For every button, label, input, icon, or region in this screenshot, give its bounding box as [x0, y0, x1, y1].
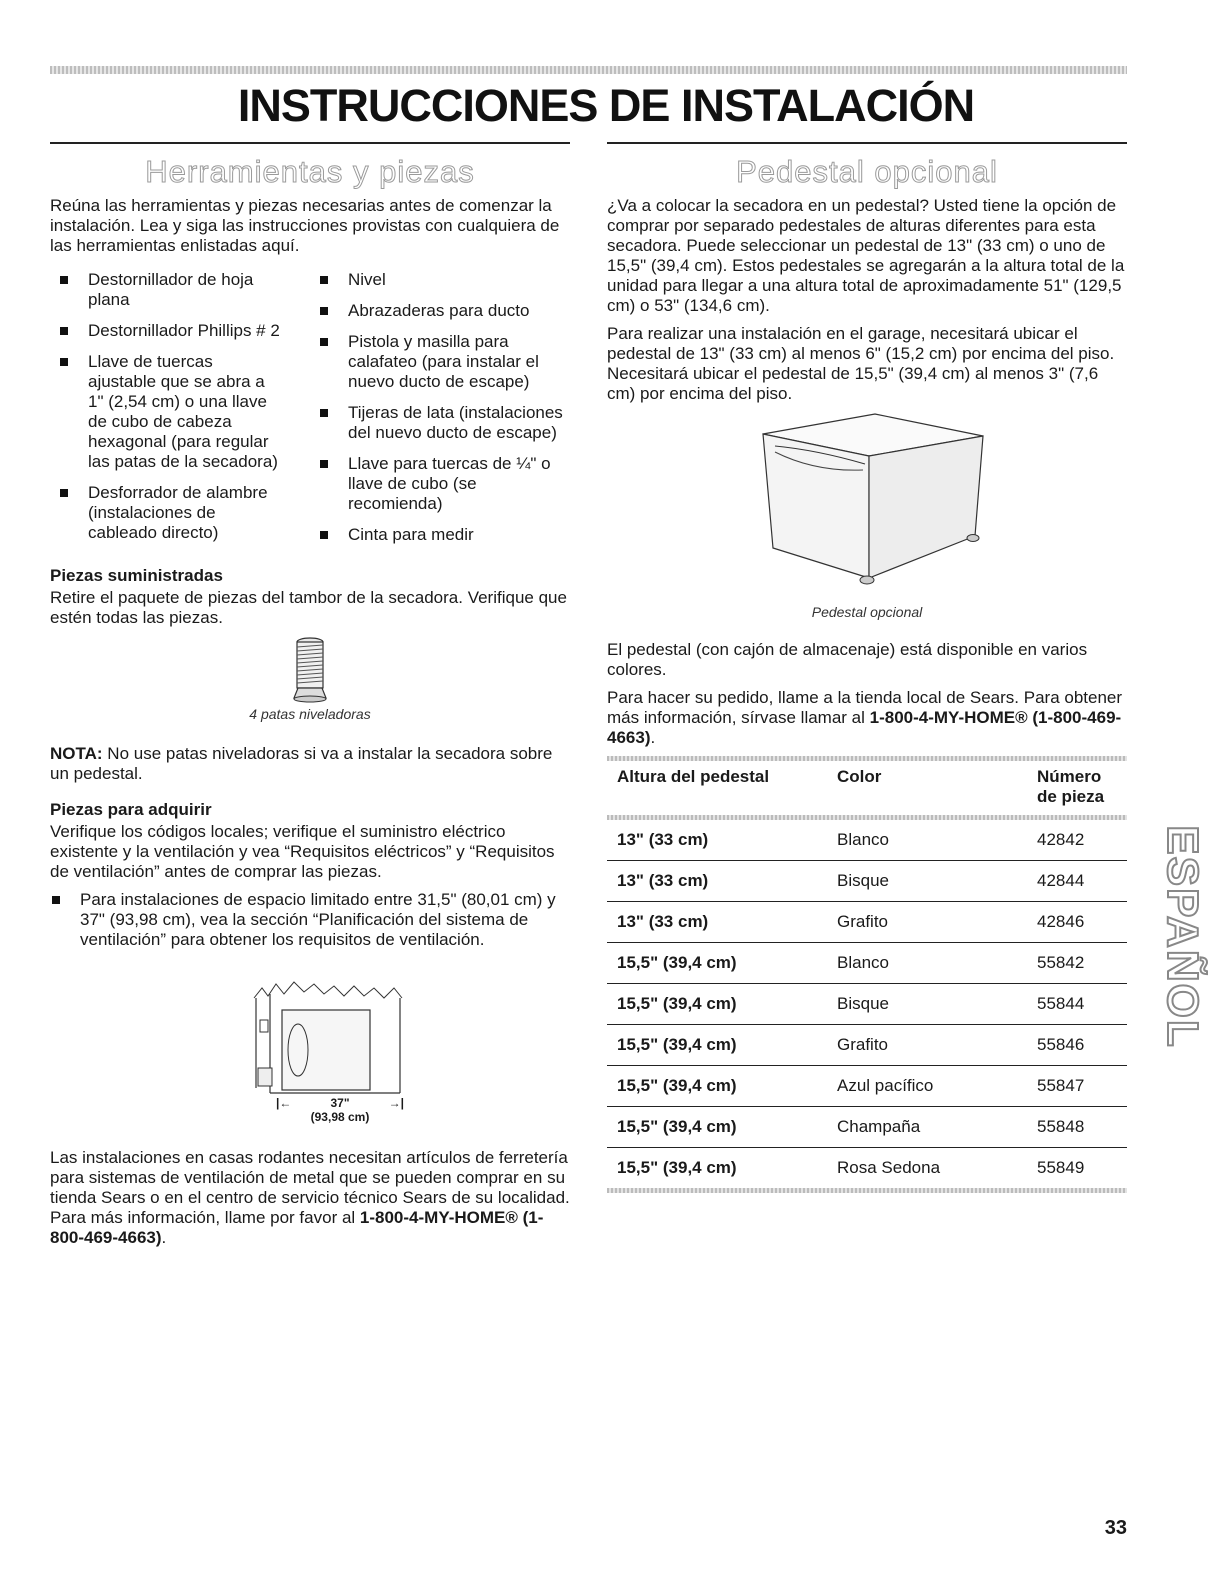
width-inches: 37" — [330, 1096, 350, 1110]
mobile-home-paragraph — [50, 1148, 570, 1248]
language-tab-label: ESPAÑOL — [1158, 825, 1207, 1049]
width-arrow — [276, 1096, 404, 1110]
list-item: Tijeras de lata (instalaciones del nuevo ducto de escape) — [310, 403, 570, 443]
pedestal-figure — [607, 412, 1127, 592]
list-item: Para instalaciones de espacio limitado entre 31,5" (80,01 cm) y 37" (93,98 cm), vea la sección “Planificación del sistema de ventilación” para obtener los requisitos de ventilación. — [50, 890, 570, 950]
cell-height: 15,5" (39,4 cm) — [607, 943, 827, 984]
tools-column — [50, 142, 570, 1256]
width-dimension — [276, 1096, 404, 1124]
list-item: Desforrador de alambre (instalaciones de cableado directo) — [50, 483, 280, 543]
cell-part: 42844 — [1027, 861, 1127, 902]
purchase-heading: Piezas para adquirir — [50, 800, 212, 819]
pedestal-colors-text: El pedestal (con cajón de almacenaje) está disponible en varios colores. — [607, 640, 1088, 679]
cell-color: Azul pacífico — [827, 1066, 1027, 1107]
leveling-leg-figure — [50, 636, 570, 704]
list-item: Llave de tuercas ajustable que se abra a 1" (2,54 cm) o una llave de cubo de cabeza hexagonal (para regular las patas de la secadora) — [50, 352, 280, 472]
col-header-color: Color — [837, 767, 882, 786]
cell-color: Champaña — [827, 1107, 1027, 1148]
table-row — [607, 943, 1127, 984]
cell-part: 42846 — [1027, 902, 1127, 943]
table-bottom-rule — [607, 1188, 1127, 1193]
list-item: Pistola y masilla para calafateo (para instalar el nuevo ducto de escape) — [310, 332, 570, 392]
tools-heading: Herramientas y piezas — [145, 154, 475, 189]
table-row — [607, 1148, 1127, 1189]
list-item: Nivel — [310, 270, 570, 290]
cell-color: Grafito — [827, 902, 1027, 943]
cell-color: Grafito — [827, 1025, 1027, 1066]
tools-list — [50, 270, 570, 566]
pedestal-heading: Pedestal opcional — [736, 154, 998, 189]
cell-part: 55847 — [1027, 1066, 1127, 1107]
closet-figure — [50, 978, 570, 1124]
list-item: Destornillador Phillips # 2 — [50, 321, 280, 341]
cell-part: 55842 — [1027, 943, 1127, 984]
pedestal-intro: ¿Va a colocar la secadora en un pedestal? Usted tiene la opción de comprar por separado pedestales de alturas diferentes para esta secadora. Puede seleccionar un pedestal de 13" (33 cm) o uno de 15,5" (39,4 cm). Estos pedestales se agregarán a la altura total de la unidad para llegar a una altura total de aproximadamente 51" (129,5 cm) o 53" (134,6 cm). — [607, 196, 1125, 315]
cell-height: 15,5" (39,4 cm) — [607, 1066, 827, 1107]
tools-intro: Reúna las herramientas y piezas necesarias antes de comenzar la instalación. Lea y siga las instrucciones provistas con cualquiera de las herramientas enlistadas aquí. — [50, 196, 560, 255]
cell-color: Rosa Sedona — [837, 1158, 941, 1177]
cell-part: 42842 — [1027, 820, 1127, 861]
cell-height: 15,5" (39,4 cm) — [607, 1025, 827, 1066]
supplied-text: Retire el paquete de piezas del tambor de la secadora. Verifique que estén todas las piezas. — [50, 588, 567, 627]
cell-height: 13" (33 cm) — [607, 820, 827, 861]
section-rule — [50, 142, 570, 144]
note-label: NOTA: — [50, 744, 103, 763]
cell-height: 13" (33 cm) — [607, 861, 827, 902]
language-side-tab — [1152, 812, 1212, 1062]
pedestal-illustration — [747, 412, 987, 592]
note-text: No use patas niveladoras si va a instalar la secadora sobre un pedestal. — [50, 744, 553, 783]
cell-height: 15,5" (39,4 cm) — [617, 1158, 737, 1177]
cell-part: 55849 — [1037, 1158, 1085, 1177]
cell-color: Bisque — [827, 984, 1027, 1025]
table-row — [607, 861, 1127, 902]
note-paragraph — [50, 744, 570, 784]
arrow-right-icon: →| — [388, 1096, 404, 1110]
purchase-list — [50, 890, 570, 950]
top-dotted-rule — [50, 66, 1127, 74]
mobile-home-end: . — [161, 1228, 167, 1247]
pedestal-order-phone: 1-800-4-MY-HOME® (1-800-469-4663) — [607, 708, 1122, 747]
pedestal-order-end: . — [650, 728, 656, 747]
cell-height: 13" (33 cm) — [607, 902, 827, 943]
page-title: INSTRUCCIONES DE INSTALACIÓN — [237, 80, 975, 131]
pedestal-table — [607, 761, 1127, 1188]
table-row — [607, 902, 1127, 943]
purchase-text: Verifique los códigos locales; verifique el suministro eléctrico existente y la ventilación y vea “Requisitos eléctricos” y “Requisitos de ventilación” antes de comprar las piezas. — [50, 822, 555, 881]
pedestal-order-paragraph — [607, 688, 1127, 748]
list-item: Destornillador de hoja plana — [50, 270, 280, 310]
leveling-legs-caption: 4 patas niveladoras — [249, 706, 371, 722]
page-number: 33 — [1104, 1517, 1127, 1539]
section-rule — [607, 142, 1127, 144]
tools-list-left — [50, 270, 280, 554]
pedestal-order-text: Para hacer su pedido, llame a la tienda local de Sears. Para obtener más información, sírvase llamar al — [607, 688, 1123, 727]
cell-color: Blanco — [827, 943, 1027, 984]
pedestal-garage: Para realizar una instalación en el garage, necesitará ubicar el pedestal de 13" (33 cm) al menos 6" (15,2 cm) por encima del piso. Necesitará ubicar el pedestal de 15,5" (39,4 cm) al menos 3" (7,6 cm) por encima del piso. — [607, 324, 1115, 403]
tools-list-right — [310, 270, 570, 556]
cell-color: Bisque — [827, 861, 1027, 902]
list-item: Cinta para medir — [310, 525, 570, 545]
table-header-row — [607, 761, 1127, 815]
col-header-part: Número de pieza — [1037, 767, 1105, 806]
arrow-left-icon: |← — [276, 1096, 292, 1110]
list-item: Abrazaderas para ducto — [310, 301, 570, 321]
pedestal-column — [607, 142, 1127, 1193]
leveling-leg-icon — [290, 636, 330, 704]
cell-part: 55844 — [1027, 984, 1127, 1025]
cell-height: 15,5" (39,4 cm) — [607, 1107, 827, 1148]
cell-height: 15,5" (39,4 cm) — [607, 984, 827, 1025]
mobile-home-text: Las instalaciones en casas rodantes necesitan artículos de ferretería para sistemas de ventilación de metal que se pueden comprar en su tienda Sears o en el centro de servicio técnico Sears de su localidad. Para más información, llame por favor al — [50, 1148, 570, 1227]
cell-color: Blanco — [827, 820, 1027, 861]
col-header-height: Altura del pedestal — [617, 767, 770, 786]
cell-part: 55846 — [1027, 1025, 1127, 1066]
cell-part: 55848 — [1027, 1107, 1127, 1148]
mobile-home-phone: 1-800-4-MY-HOME® (1-800-469-4663) — [50, 1208, 544, 1247]
list-item: Llave para tuercas de ¼" o llave de cubo (se recomienda) — [310, 454, 570, 514]
table-row — [607, 984, 1127, 1025]
table-row — [607, 1025, 1127, 1066]
table-row — [607, 1107, 1127, 1148]
width-cm: (93,98 cm) — [310, 1110, 370, 1124]
supplied-heading: Piezas suministradas — [50, 566, 223, 585]
table-row — [607, 820, 1127, 861]
pedestal-caption: Pedestal opcional — [811, 604, 923, 620]
table-row — [607, 1066, 1127, 1107]
